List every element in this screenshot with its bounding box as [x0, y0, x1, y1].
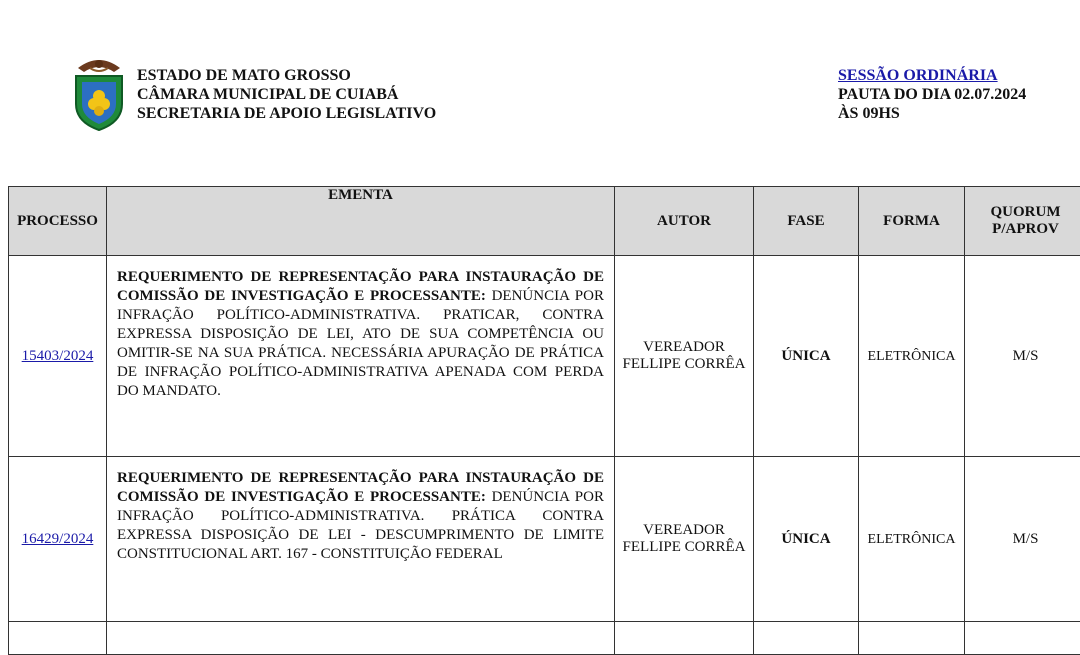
- empty-cell: [615, 622, 754, 655]
- header-forma: FORMA: [859, 187, 965, 256]
- ementa-title: REQUERIMENTO DE REPRESENTAÇÃO PARA INSTAURAÇÃO DE COMISSÃO DE INVESTIGAÇÃO E PROCESSANTE:: [117, 269, 604, 304]
- secretariat-name: SECRETARIA DE APOIO LEGISLATIVO: [137, 104, 436, 123]
- autor-title: VEREADOR: [616, 339, 752, 356]
- autor-name: FELLIPE CORRÊA: [616, 539, 752, 556]
- quorum-value: M/S: [1013, 348, 1039, 364]
- cuiaba-crest-icon: [70, 54, 128, 132]
- quorum-value: M/S: [1013, 531, 1039, 547]
- table-row: [9, 256, 1080, 457]
- ementa-title: REQUERIMENTO DE REPRESENTAÇÃO PARA INSTAURAÇÃO DE COMISSÃO DE INVESTIGAÇÃO E PROCESSANTE:: [117, 470, 604, 505]
- agenda-table: [8, 186, 1080, 655]
- institution-header: [137, 66, 436, 123]
- empty-cell: [754, 622, 859, 655]
- session-type-link[interactable]: SESSÃO ORDINÁRIA: [838, 67, 998, 84]
- empty-cell: [107, 622, 615, 655]
- autor-cell: [615, 256, 754, 457]
- processo-link[interactable]: 16429/2024: [22, 531, 94, 547]
- autor-cell: [615, 457, 754, 622]
- header-processo: PROCESSO: [9, 187, 107, 256]
- ementa-text: DENÚNCIA POR INFRAÇÃO POLÍTICO-ADMINISTRATIVA. PRÁTICA CONTRA EXPRESSA DISPOSIÇÃO DE LEI - DESCUMPRIMENTO DE LIMITE CONSTITUCIONAL ART. 167 - CONSTITUIÇÃO FEDERAL: [117, 489, 604, 562]
- header-autor: AUTOR: [615, 187, 754, 256]
- header-ementa: EMENTA: [107, 187, 615, 256]
- forma-value: ELETRÔNICA: [868, 532, 956, 547]
- autor-title: VEREADOR: [616, 522, 752, 539]
- ementa-cell: [107, 256, 615, 457]
- table-header-row: [9, 187, 1080, 256]
- agenda-date: PAUTA DO DIA 02.07.2024: [838, 85, 1026, 104]
- header-fase: FASE: [754, 187, 859, 256]
- session-header: [838, 66, 1026, 123]
- fase-value: ÚNICA: [781, 348, 830, 364]
- table-row: [9, 457, 1080, 622]
- ementa-text: DENÚNCIA POR INFRAÇÃO POLÍTICO-ADMINISTRATIVA. PRATICAR, CONTRA EXPRESSA DISPOSIÇÃO DE LEI, ATO DE SUA COMPETÊNCIA OU OMITIR-SE NA SUA PRÁTICA. NECESSÁRIA APURAÇÃO DE PRÁTICA DE INFRAÇÃO POLÍTICO-ADMINISTRATIVA APENADA COM PERDA DO MANDATO.: [117, 288, 604, 399]
- empty-cell: [9, 622, 107, 655]
- empty-cell: [965, 622, 1080, 655]
- autor-name: FELLIPE CORRÊA: [616, 356, 752, 373]
- empty-cell: [859, 622, 965, 655]
- chamber-name: CÂMARA MUNICIPAL DE CUIABÁ: [137, 85, 436, 104]
- ementa-cell: [107, 457, 615, 622]
- session-time: ÀS 09HS: [838, 104, 1026, 123]
- table-row-partial: [9, 622, 1080, 655]
- forma-value: ELETRÔNICA: [868, 349, 956, 364]
- state-name: ESTADO DE MATO GROSSO: [137, 66, 436, 85]
- header-quorum: [965, 187, 1080, 256]
- header-quorum-line2: P/APROV: [967, 221, 1080, 238]
- fase-value: ÚNICA: [781, 531, 830, 547]
- processo-link[interactable]: 15403/2024: [22, 348, 94, 364]
- header-quorum-line1: QUORUM: [967, 204, 1080, 221]
